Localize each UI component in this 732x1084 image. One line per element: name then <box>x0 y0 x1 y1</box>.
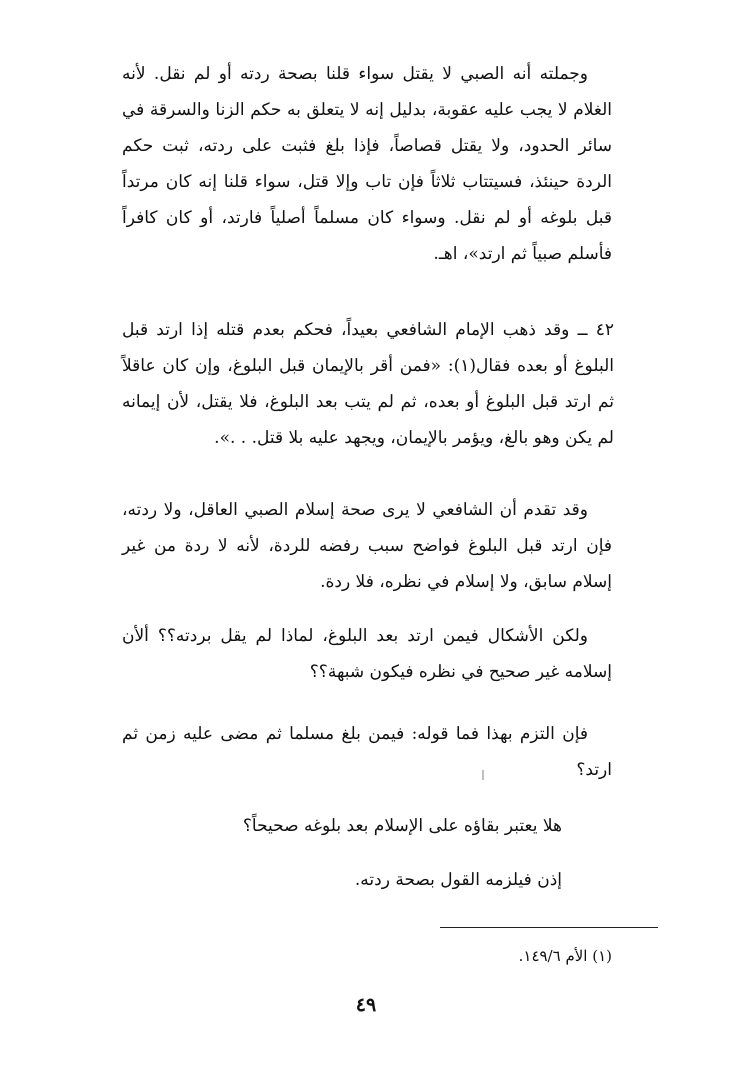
paragraph-3: وقد تقدم أن الشافعي لا يرى صحة إسلام الصبي العاقل، ولا ردته، فإن ارتد قبل البلوغ فواضح سبب رفضه للردة، لأنه لا ردة من غير إسلام سابق، ولا إسلام في نظره، فلا ردة. <box>122 500 612 592</box>
print-speck <box>482 770 484 780</box>
page-number: ٤٩ <box>355 994 377 1016</box>
paragraph-7: إذن فيلزمه القول بصحة ردته. <box>354 870 562 890</box>
paragraph-6: هلا يعتبر بقاؤه على الإسلام بعد بلوغه صحيحاً؟ <box>242 816 562 836</box>
paragraph-4: ولكن الأشكال فيمن ارتد بعد البلوغ، لماذا لم يقل بردته؟؟ ألأن إسلامه غير صحيح في نظره فيكون شبهة؟؟ <box>122 626 612 682</box>
footnote-divider <box>440 927 658 928</box>
item-number-42: ٤٢ ــ <box>577 320 614 340</box>
paragraph-42 <box>122 312 614 456</box>
footnote: (١) الأم ١٤٩/٦. <box>518 947 612 965</box>
paragraph-1: وجملته أنه الصبي لا يقتل سواء قلنا بصحة ردته أو لم نقل. لأنه الغلام لا يجب عليه عقوبة، بدليل إنه لا يتعلق به حكم الزنا والسرقة في سائر الحدود، ولا يقتل قصاصاً، فإذا بلغ فثبت على ردته، ثبت حكم الردة حينئذ، فسيتتاب ثلاثاً فإن تاب وإلا قتل، سواء قلنا إنه كان مرتداً قبل بلوغه أو لم نقل. وسواء كان مسلماً أصلياً فارتد، أو كان كافراً فأسلم صبياً ثم ارتد»، اهـ. <box>122 64 612 264</box>
paragraph-5: فإن التزم بهذا فما قوله: فيمن بلغ مسلما ثم مضى عليه زمن ثم ارتد؟ <box>122 724 612 780</box>
paragraph-42-text: وقد ذهب الإمام الشافعي بعيداً، فحكم بعدم قتله إذا ارتد قبل البلوغ أو بعده فقال(١): «فمن أقر بالإيمان قبل البلوغ، وإن كان عاقلاً ثم ارتد قبل البلوغ أو بعده، ثم لم يتب بعد البلوغ، فلا يقتل، لأن إيمانه لم يكن وهو بالغ، ويؤمر بالإيمان، ويجهد عليه بلا قتل. . .». <box>122 320 614 448</box>
